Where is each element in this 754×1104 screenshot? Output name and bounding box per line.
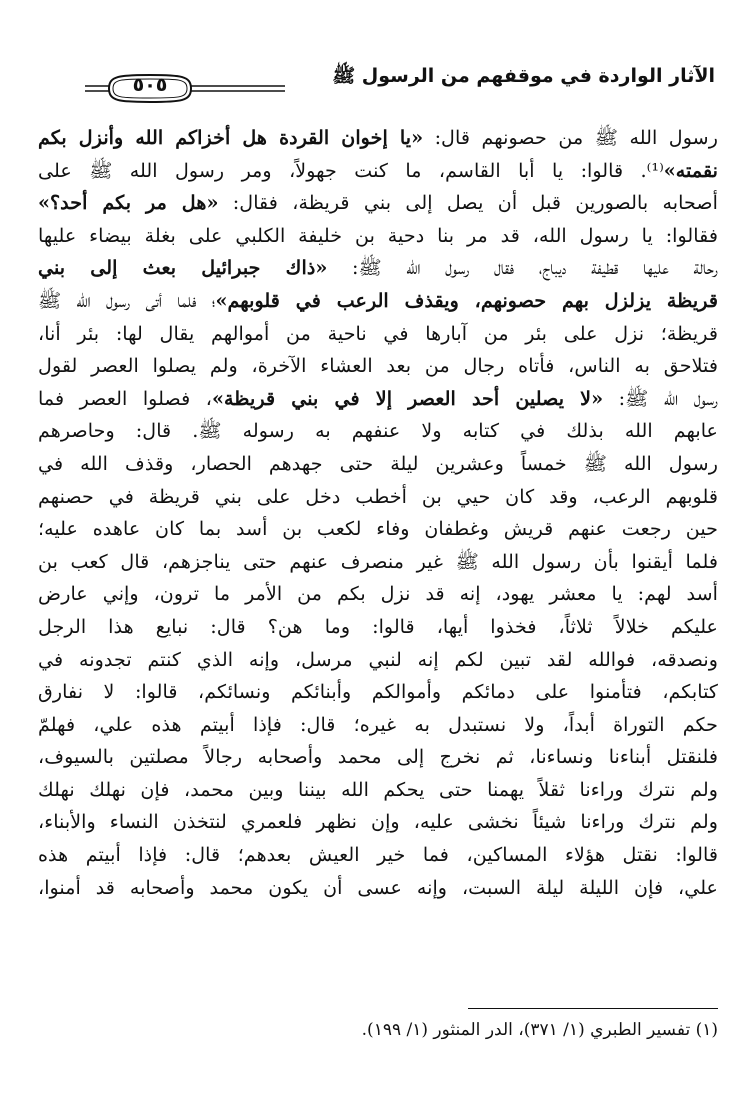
bold-quote: «ذاك جبرائيل بعث إلى بني	[38, 256, 328, 280]
text-segment: حين رجعت عنهم قريش وغطفان وفاء لكعب بن أسد بما كان عاهده عليه؛	[38, 517, 718, 541]
page-number-ornament	[85, 72, 285, 106]
text-line	[38, 546, 718, 579]
text-line	[38, 774, 718, 807]
footnote-divider	[468, 1008, 718, 1009]
text-line	[38, 839, 718, 872]
text-line	[38, 220, 718, 253]
bold-quote: «لا يصلين أحد العصر إلا في بني قريظة»	[212, 386, 604, 410]
text-segment: عابهم الله بذلك في كتابه ولا عنفهم به رسوله ﷺ. قال: وحاصرهم	[38, 419, 718, 443]
text-line	[38, 415, 718, 448]
text-segment: قلوبهم الرعب، وقد كان حيي بن أخطب دخل على بني قريظة في حصنهم	[38, 484, 718, 508]
text-segment: فلنقتل أبناءنا ونساءنا، ثم نخرج إلى محمد وأصحابه رجالاً مصلتين بالسيوف،	[38, 745, 718, 769]
text-line	[38, 318, 718, 351]
bold-quote: قريظة يزلزل بهم حصونهم، ويقذف الرعب في قلوبهم»	[215, 288, 718, 312]
page-number: ٥٠٥	[132, 74, 168, 96]
text-line	[38, 709, 718, 742]
text-segment: فلما أيقنوا بأن رسول الله ﷺ غير منصرف عنهم حتى يناجزهم، قال كعب بن	[38, 549, 718, 573]
bold-quote: نقمته»	[663, 158, 718, 182]
text-line	[38, 383, 718, 416]
text-line	[38, 122, 718, 155]
text-line	[38, 285, 718, 318]
text-segment: ولم نترك وراءنا شيئاً نخشى عليه، وإن نظهر فلعمري لنتخذن النساء والأبناء،	[38, 810, 718, 834]
text-line	[38, 513, 718, 546]
body-text	[38, 122, 718, 904]
text-segment: رسول الله ﷺ خمساً وعشرين ليلة حتى جهدهم الحصار، وقذف الله في	[38, 451, 718, 475]
text-line	[38, 741, 718, 774]
text-line	[38, 676, 718, 709]
text-segment: ، فصلوا العصر فما	[38, 386, 212, 410]
text-segment: أصحابه بالصورين قبل أن يصل إلى بني قريظة، فقال:	[218, 191, 718, 215]
text-segment: عليكم خلالاً ثلاثاً، فخذوا أيها، قالوا: وما هن؟ قال: نبايع هذا الرجل	[38, 614, 718, 638]
text-segment: أسد لهم: يا معشر يهود، إنه قد نزل بكم من الأمر ما ترون، وإني عارض	[38, 582, 718, 606]
text-line	[38, 578, 718, 611]
text-line	[38, 644, 718, 677]
text-segment: ونصدقه، فوالله لقد تبين لكم إنه لنبي مرسل، وإنه الذي كنتم تجدونه في	[38, 647, 718, 671]
text-line	[38, 448, 718, 481]
text-segment: فتلاحق به الناس، فأتاه رجال من بعد العشاء الآخرة، ولم يصلوا العصر لقول	[38, 354, 718, 378]
text-line	[38, 252, 718, 285]
text-segment: رسول الله ﷺ:	[603, 386, 718, 410]
text-segment: ؛ فلما أتى رسول الله ﷺ	[38, 288, 216, 312]
text-segment: ولم نترك وراءنا ثقلاً يهمنا حتى يحكم الله بيننا وبين محمد، فإن نهلك نهلك	[38, 777, 718, 801]
text-segment: علي، فإن الليلة ليلة السبت، وإنه عسى أن يكون محمد وأصحابه قد أمنوا،	[38, 875, 718, 899]
text-line	[38, 872, 718, 905]
text-line	[38, 806, 718, 839]
bold-quote: «هل مر بكم أحد؟»	[38, 191, 219, 215]
text-line	[38, 481, 718, 514]
text-line	[38, 350, 718, 383]
text-segment: كتابكم، فتأمنوا على دمائكم وأموالكم وأبنائكم ونسائكم، قالوا: لا نفارق	[38, 680, 718, 704]
text-segment: ⁽¹⁾. قالوا: يا أبا القاسم، ما كنت جهولاً، ومر رسول الله ﷺ على	[38, 158, 664, 182]
text-line	[38, 187, 718, 220]
text-line	[38, 611, 718, 644]
text-segment: قالوا: نقتل هؤلاء المساكين، فما خير العيش بعدهم؛ قال: فإذا أبيتم هذه	[38, 843, 718, 867]
footnote: (١) تفسير الطبري (١/ ٣٧١)، الدر المنثور (١/ ١٩٩).	[361, 1020, 718, 1040]
text-segment: فقالوا: يا رسول الله، قد مر بنا دحية بن خليفة الكلبي على بغلة بيضاء عليها	[38, 223, 718, 247]
bold-quote: «يا إخوان القردة هل أخزاكم الله وأنزل بكم	[38, 126, 424, 149]
text-segment: رحالة عليها قطيفة ديباج، فقال رسول الله ﷺ:	[327, 256, 718, 280]
running-title: الآثار الواردة في موقفهم من الرسول ﷺ	[332, 65, 715, 87]
text-segment: قريظة؛ نزل على بئر من آبارها في ناحية من أموالهم يقال لها: بئر أنا،	[38, 321, 718, 345]
page-header	[85, 60, 715, 108]
text-line	[38, 155, 718, 188]
text-segment: حكم التوراة أبداً، ولا نستبدل به غيره؛ قال: فإذا أبيتم هذه علي، فهلمّ	[38, 712, 718, 736]
text-segment: رسول الله ﷺ من حصونهم قال:	[423, 126, 718, 149]
